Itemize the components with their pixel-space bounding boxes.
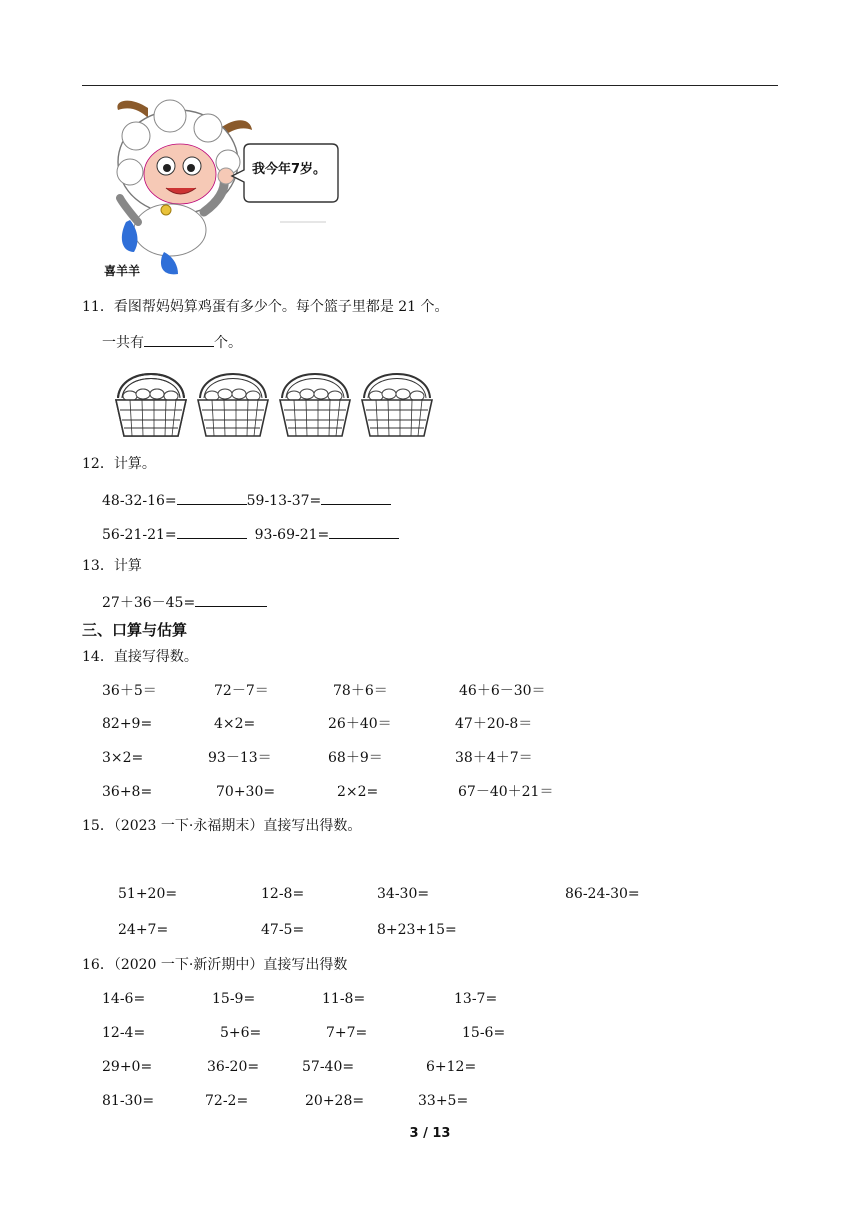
q16-cell: 20+28=	[305, 1093, 365, 1109]
q15-cell: 51+20=	[118, 886, 178, 902]
q14-cell: 36＋5＝	[102, 683, 157, 699]
q14-title: 14．直接写得数。	[82, 649, 198, 665]
q16-cell: 81-30=	[102, 1093, 155, 1109]
q14-cell: 2×2=	[337, 784, 379, 800]
q14-cell: 68＋9＝	[328, 750, 383, 766]
q16-cell: 5+6=	[220, 1025, 262, 1041]
q12-title: 12．计算。	[82, 456, 156, 472]
q14-cell: 26＋40＝	[328, 716, 392, 732]
q12-answer-blank[interactable]	[329, 524, 399, 539]
q14-cell: 72－7＝	[214, 683, 269, 699]
q16-cell: 7+7=	[326, 1025, 368, 1041]
q11-answer-blank[interactable]	[144, 332, 214, 347]
q14-cell: 93－13＝	[208, 750, 272, 766]
q16-cell: 12-4=	[102, 1025, 146, 1041]
q16-cell: 36-20=	[207, 1059, 260, 1075]
basket-icon	[198, 374, 268, 436]
speech-text: 我今年7岁。	[252, 162, 327, 177]
q12-item: 59-13-37=	[246, 493, 322, 509]
q11-title: 11．看图帮妈妈算鸡蛋有多少个。每个篮子里都是 21 个。	[82, 299, 449, 315]
q14-cell: 47＋20-8＝	[455, 716, 533, 732]
q15-cell: 8+23+15=	[377, 922, 457, 938]
q12-answer-blank[interactable]	[177, 524, 247, 539]
q16-cell: 29+0=	[102, 1059, 153, 1075]
q16-cell: 14-6=	[102, 991, 146, 1007]
q14-cell: 67－40＋21＝	[458, 784, 554, 800]
header-rule	[82, 85, 778, 86]
q12-row-1	[102, 490, 391, 510]
q12-item: 93-69-21=	[254, 527, 330, 543]
q14-cell: 38＋4＋7＝	[455, 750, 533, 766]
q16-title: 16．（2020 一下·新沂期中）直接写出得数	[82, 957, 348, 973]
q15-title: 15．（2023 一下·永福期末）直接写出得数。	[82, 818, 362, 834]
q14-cell: 3×2=	[102, 750, 144, 766]
q11-prefix: 一共有	[102, 335, 144, 351]
q15-cell: 24+7=	[118, 922, 169, 938]
q16-cell: 6+12=	[426, 1059, 477, 1075]
figure-caption: 喜羊羊	[104, 264, 141, 278]
basket-icon	[362, 374, 432, 436]
q12-answer-blank[interactable]	[177, 490, 247, 505]
sheep-figure	[100, 92, 340, 282]
q14-cell: 78＋6＝	[333, 683, 388, 699]
q15-cell: 86-24-30=	[565, 886, 640, 902]
q16-cell: 13-7=	[454, 991, 498, 1007]
q14-cell: 36+8=	[102, 784, 153, 800]
q13-item: 27＋36－45=	[102, 595, 196, 611]
q11-suffix: 个。	[214, 335, 242, 351]
q14-cell: 70+30=	[216, 784, 276, 800]
q14-cell: 82+9=	[102, 716, 153, 732]
basket-icon	[280, 374, 350, 436]
section-3-heading: 三、口算与估算	[82, 621, 188, 639]
q16-cell: 57-40=	[302, 1059, 355, 1075]
q16-cell: 72-2=	[205, 1093, 249, 1109]
page-number: 3 / 13	[409, 1126, 451, 1141]
q14-cell: 46＋6－30＝	[459, 683, 546, 699]
q13-title: 13．计算	[82, 558, 142, 574]
q12-item: 56-21-21=	[102, 527, 177, 543]
q11-answer-line	[102, 332, 242, 352]
q12-answer-blank[interactable]	[321, 490, 391, 505]
horn-left-icon	[117, 101, 148, 118]
q15-cell: 47-5=	[261, 922, 305, 938]
q16-cell: 11-8=	[322, 991, 366, 1007]
q12-item: 48-32-16=	[102, 493, 177, 509]
egg-baskets-figure	[112, 364, 442, 444]
q13-answer-blank[interactable]	[195, 592, 267, 607]
q14-cell: 4×2=	[214, 716, 256, 732]
q16-cell: 15-6=	[462, 1025, 506, 1041]
q15-cell: 34-30=	[377, 886, 430, 902]
q12-row-2	[102, 524, 399, 544]
q16-cell: 15-9=	[212, 991, 256, 1007]
basket-icon	[116, 374, 186, 436]
q13-row	[102, 592, 267, 612]
q15-cell: 12-8=	[261, 886, 305, 902]
q16-cell: 33+5=	[418, 1093, 469, 1109]
